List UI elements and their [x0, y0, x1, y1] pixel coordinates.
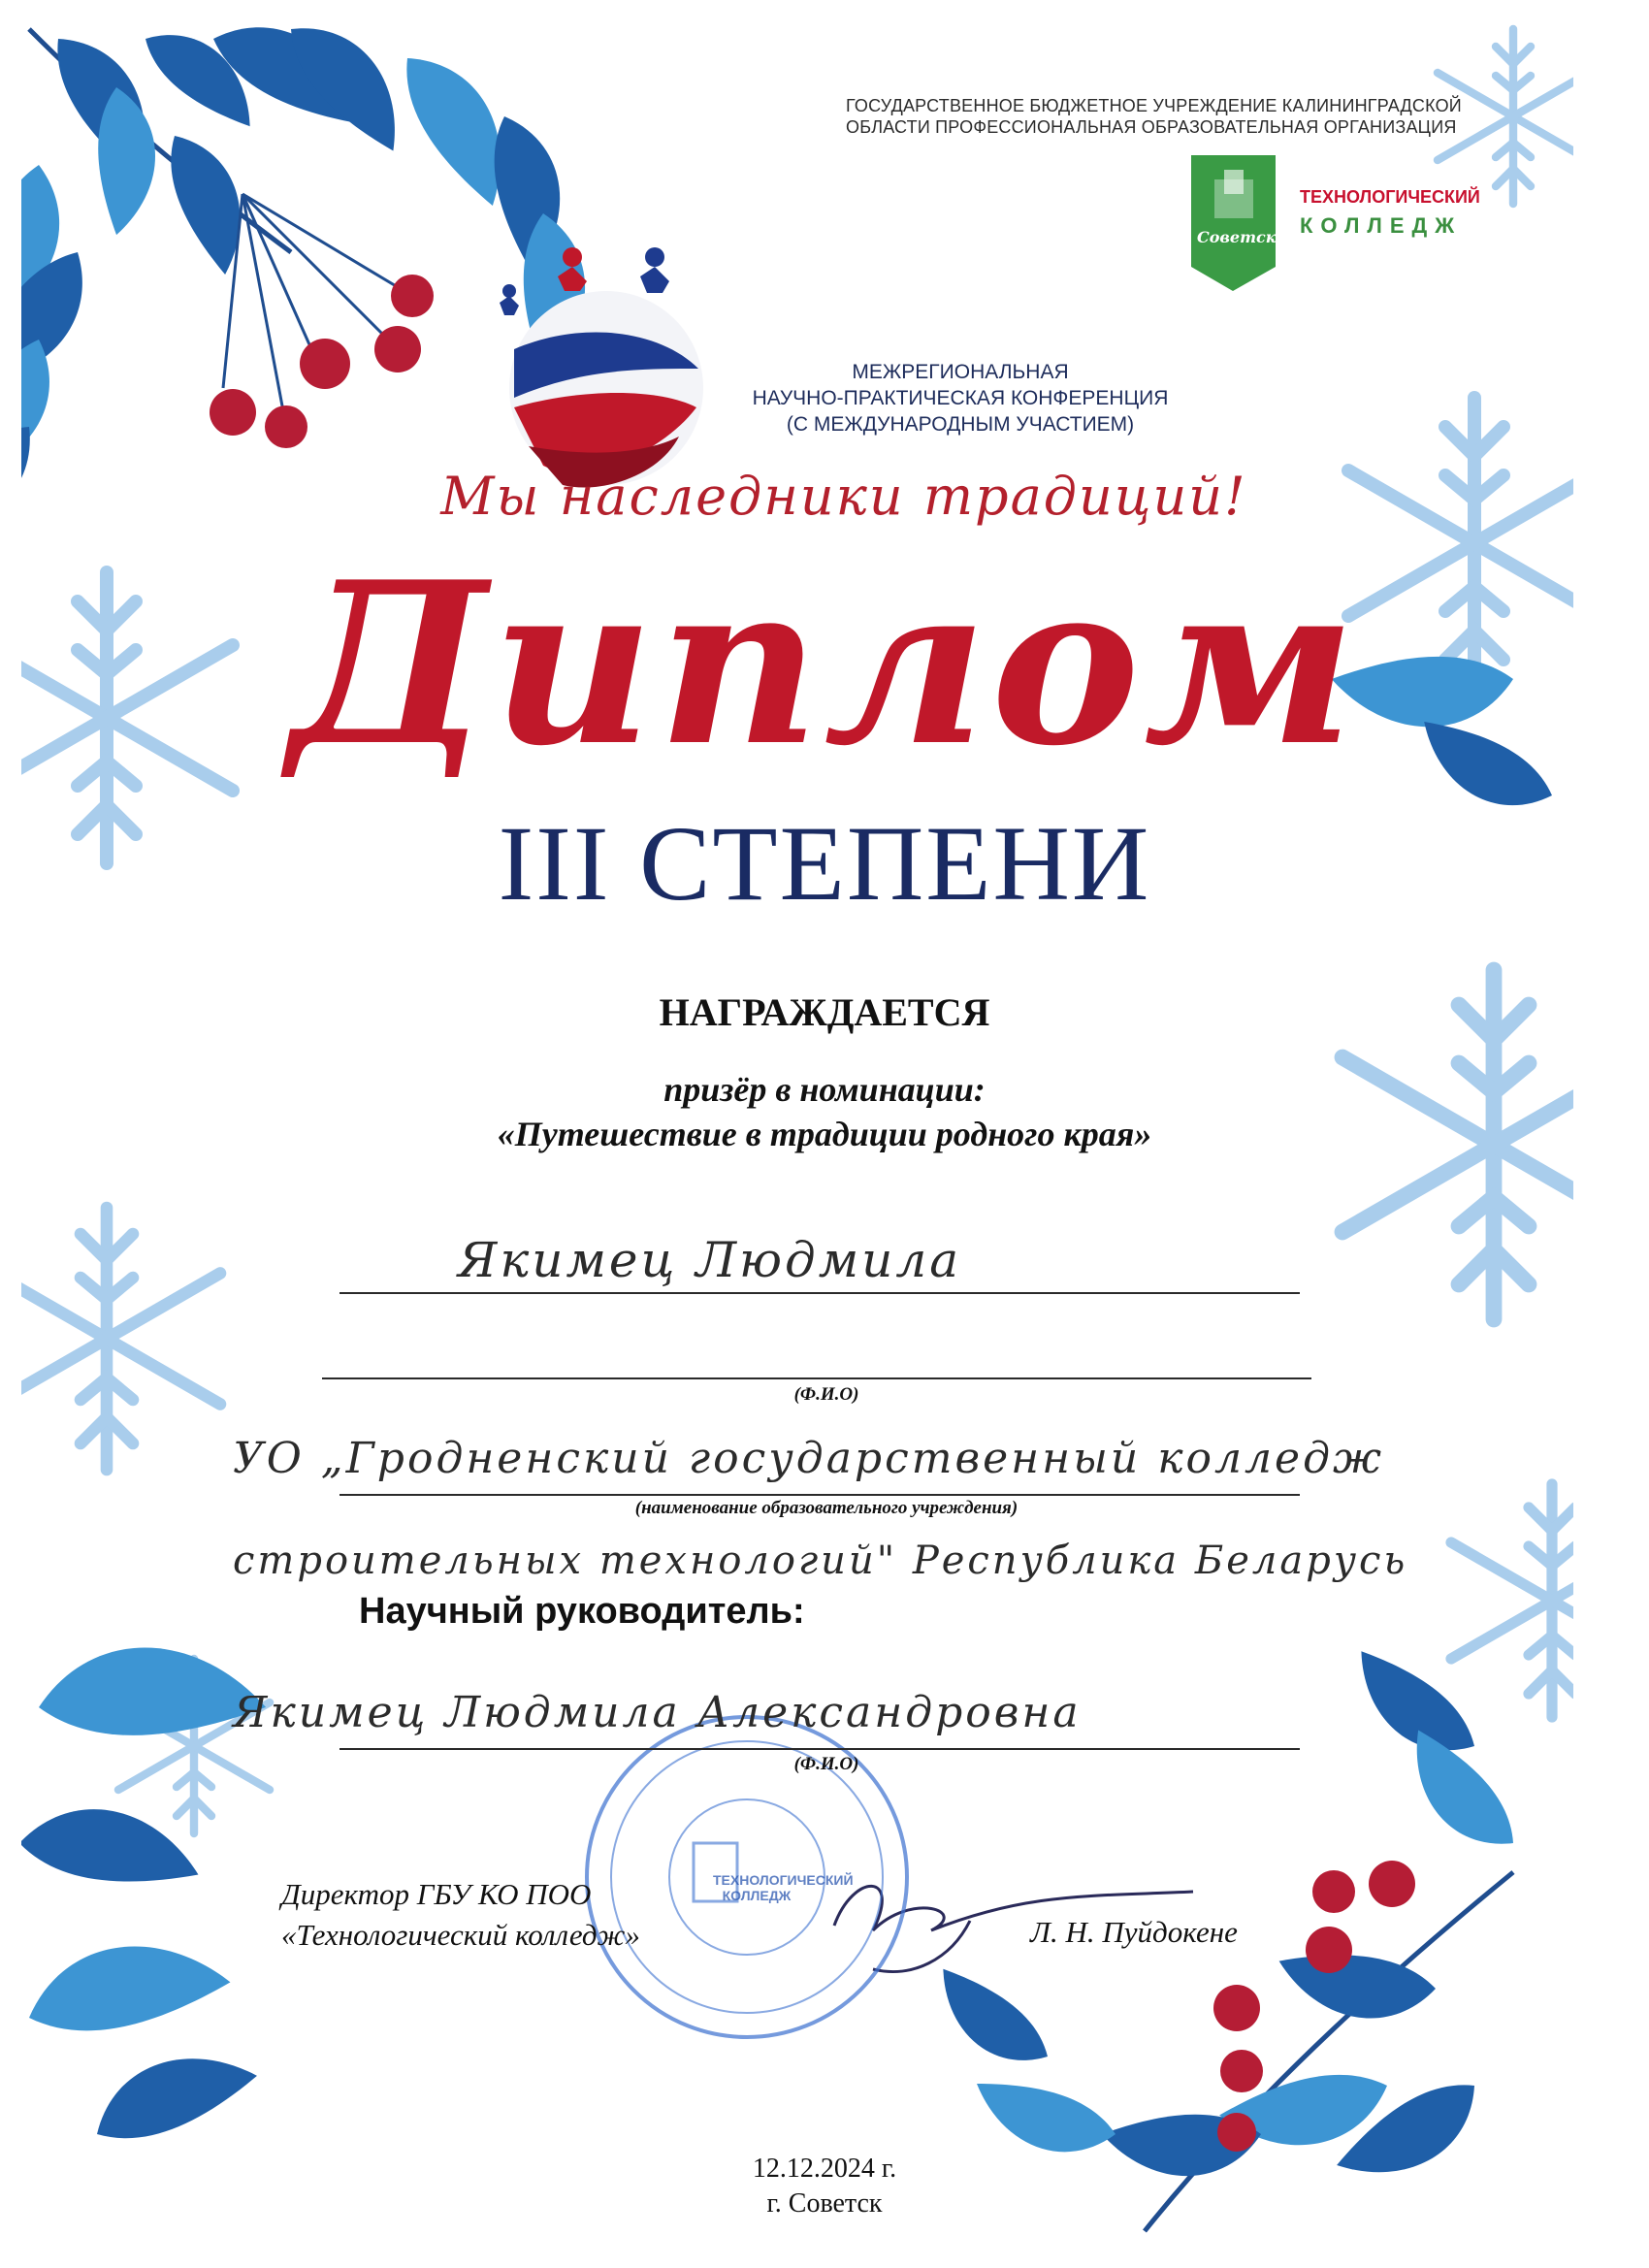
- berry-circles-top-left: [210, 275, 434, 448]
- conference-slogan: Мы наследники традиций!: [440, 466, 1247, 527]
- institution-line: [340, 1494, 1300, 1496]
- diploma-page: [21, 21, 1573, 2233]
- supervisor-fio-caption: (Ф.И.О): [793, 1754, 859, 1774]
- college-name: [1300, 182, 1480, 241]
- college-line-2: КОЛЛЕДЖ: [1300, 213, 1463, 238]
- recipient-name: Якимец Людмила: [458, 1232, 962, 1288]
- issue-date: 12.12.2024 г.: [752, 2154, 897, 2184]
- conference-title: МЕЖРЕГИОНАЛЬНАЯ НАУЧНО-ПРАКТИЧЕСКАЯ КОНФЕРЕНЦИЯ (С МЕЖДУНАРОДНЫМ УЧАСТИЕМ): [752, 361, 1169, 436]
- institution-caption: (наименование образовательного учреждения): [634, 1498, 1018, 1518]
- stamp-label: ТЕХНОЛОГИЧЕСКИЙ КОЛЛЕДЖ: [713, 1872, 854, 1903]
- recipient-blank-line: [322, 1377, 1311, 1379]
- institution-line-2: строительных технологий" Республика Беларусь: [233, 1539, 1408, 1583]
- date-place: [679, 2152, 970, 2221]
- organization-header: [846, 95, 1476, 138]
- college-line-1: ТЕХНОЛОГИЧЕСКИЙ: [1300, 187, 1480, 207]
- supervisor-name-line: [340, 1748, 1300, 1750]
- director-name: Л. Н. Пуйдокене: [1030, 1915, 1238, 1949]
- recipient-name-line: [340, 1292, 1300, 1294]
- supervisor-label: Научный руководитель:: [359, 1591, 805, 1632]
- org-line-1: ГОСУДАРСТВЕННОЕ БЮДЖЕТНОЕ УЧРЕЖДЕНИЕ КАЛИНИНГРАДСКОЙ: [846, 96, 1462, 115]
- recipient-fio-caption: (Ф.И.О): [793, 1384, 859, 1405]
- leaf-cluster-bottom-left: [21, 1608, 266, 2179]
- diploma-degree: III СТЕПЕНИ: [498, 804, 1151, 923]
- director-title: Директор ГБУ КО ПОО «Технологический колледж»: [281, 1877, 640, 1952]
- awarded-label: НАГРАЖДАЕТСЯ: [659, 990, 990, 1034]
- supervisor-name: Якимец Людмила Александровна: [233, 1688, 1082, 1737]
- issue-place: г. Советск: [766, 2188, 883, 2219]
- berries-top-left: [223, 194, 412, 427]
- org-line-2: ОБЛАСТИ ПРОФЕССИОНАЛЬНАЯ ОБРАЗОВАТЕЛЬНАЯ ОРГАНИЗАЦИЯ: [846, 117, 1457, 137]
- diploma-title: Диплом: [289, 534, 1360, 795]
- institution-line-1: УО „Гродненский государственный колледж: [233, 1434, 1384, 1483]
- logo-word: Советск: [1197, 228, 1277, 246]
- college-logo: [1191, 155, 1276, 291]
- nomination: призёр в номинации: «Путешествие в традиции родного края»: [497, 1070, 1152, 1153]
